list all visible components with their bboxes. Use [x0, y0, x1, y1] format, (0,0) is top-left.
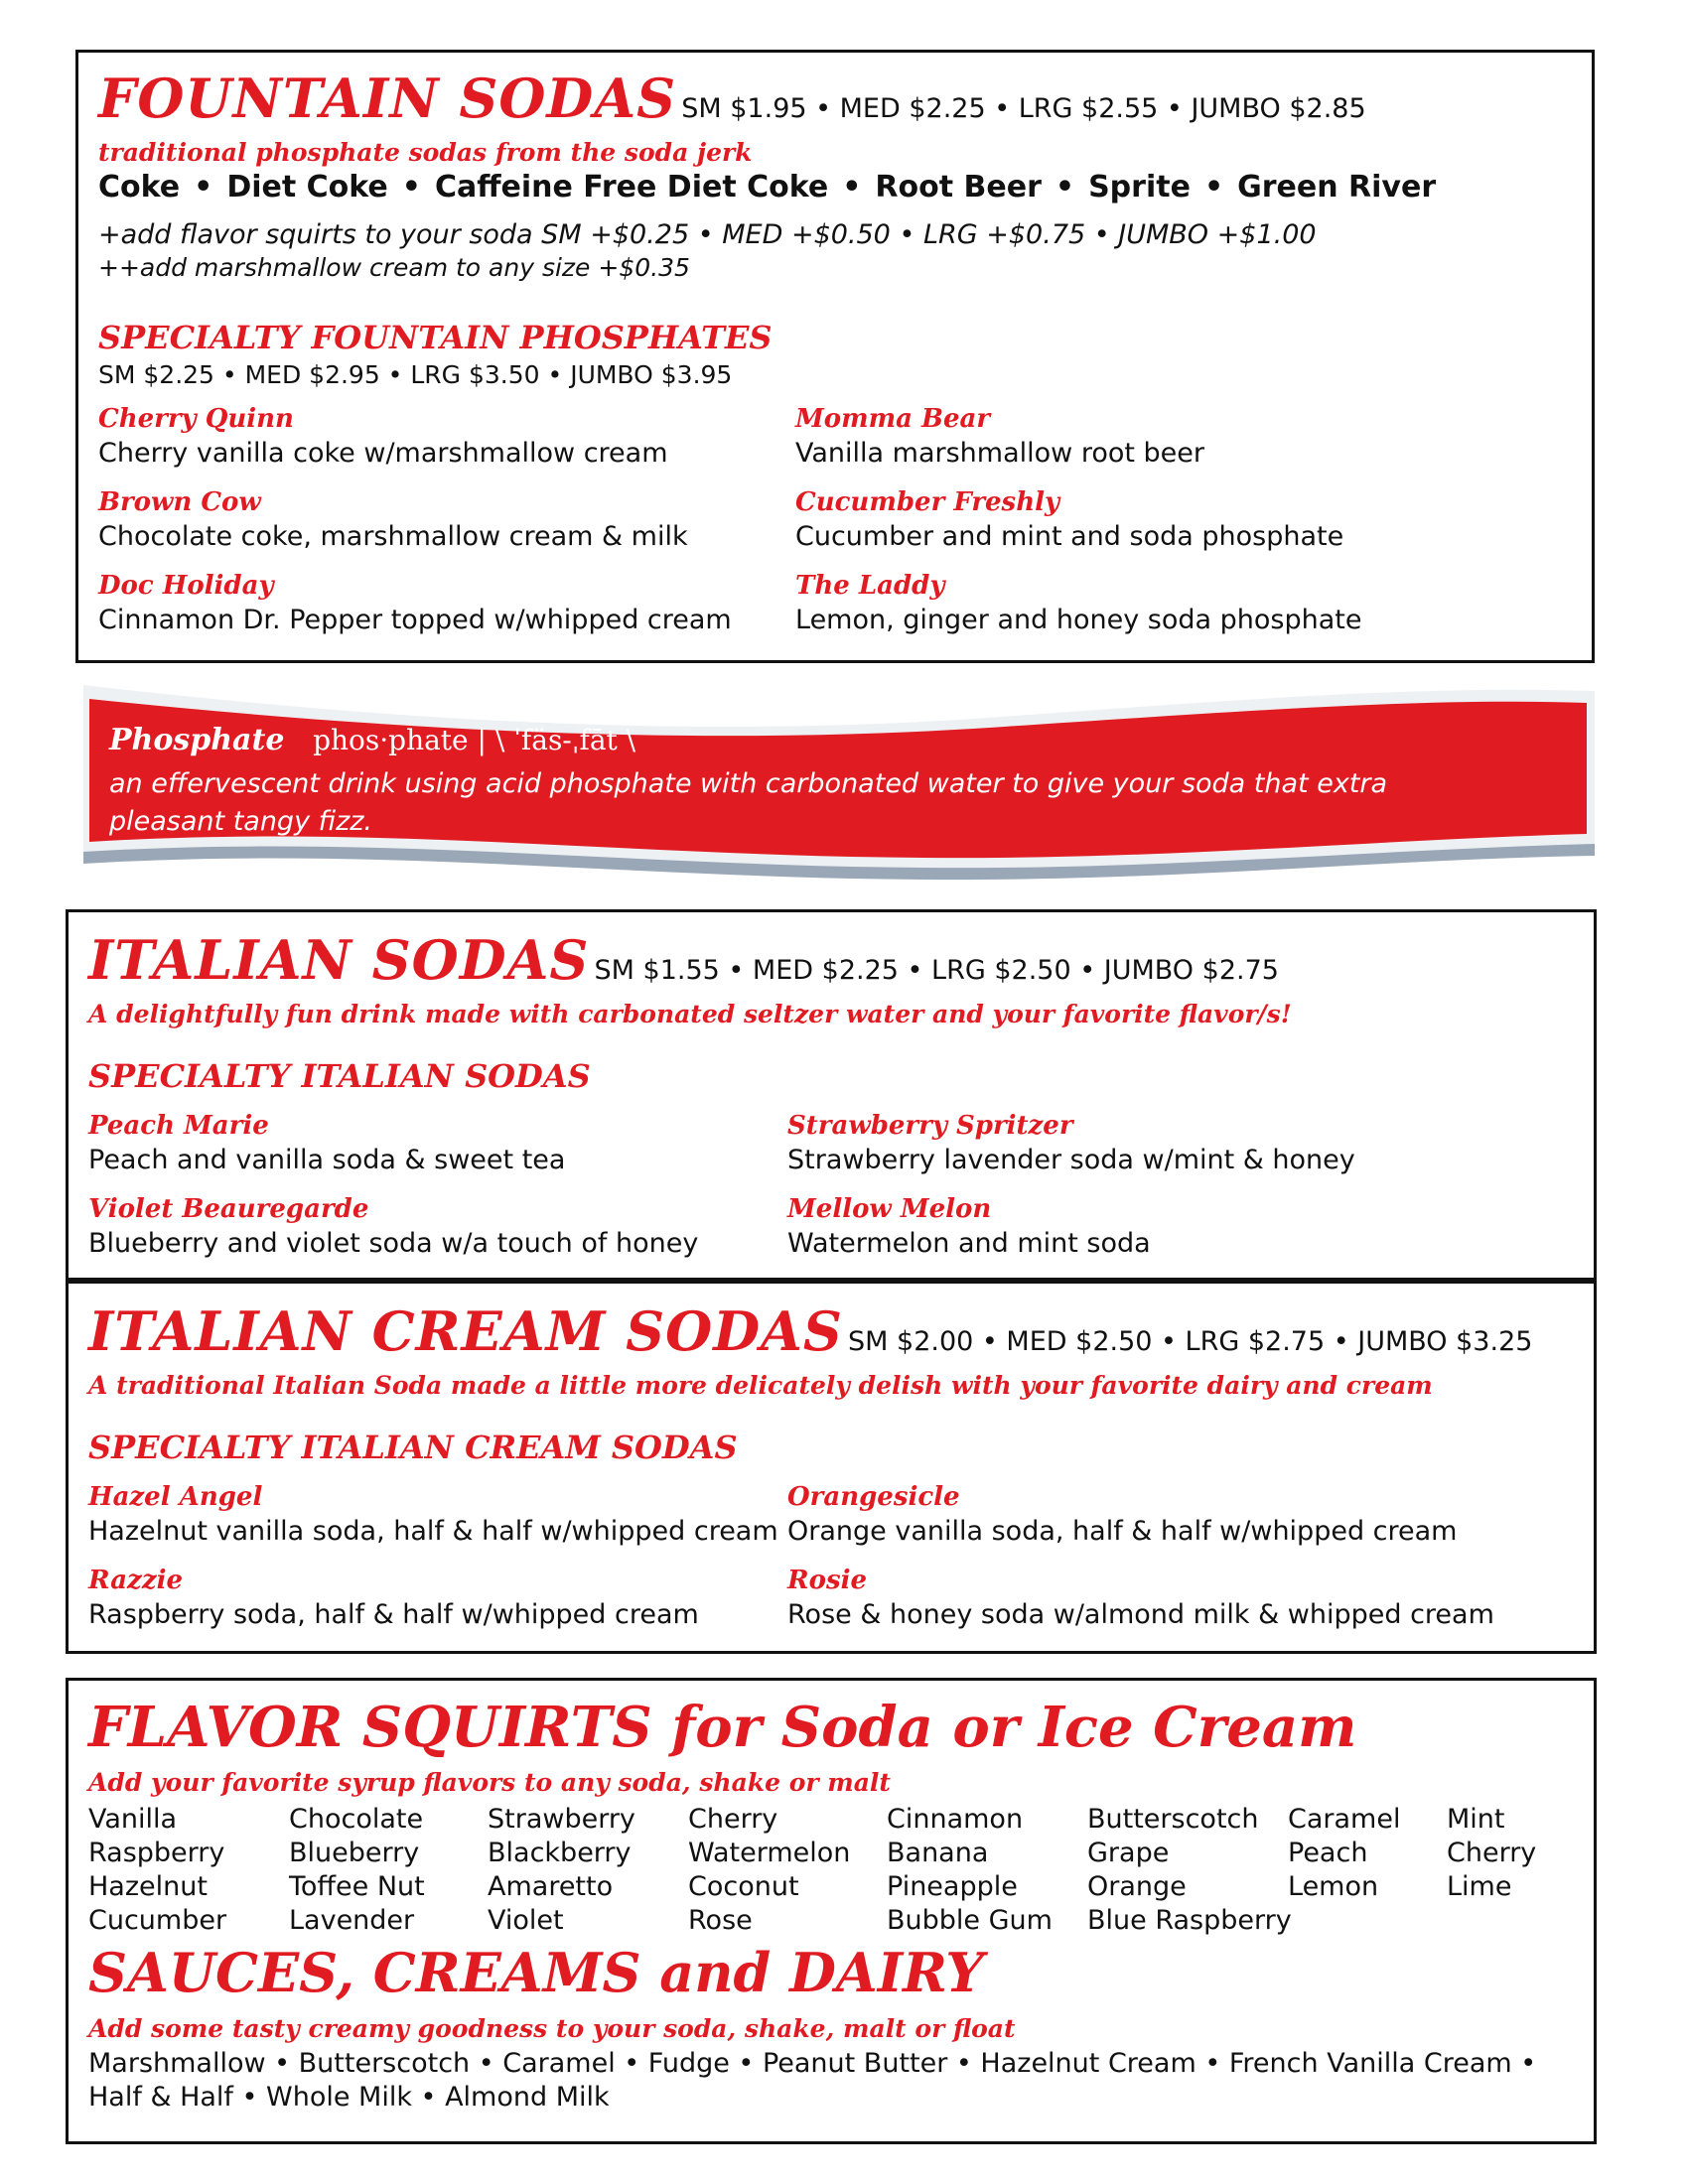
- flavor-item: Banana: [887, 1838, 989, 1868]
- italian-sodas-section: [66, 909, 1597, 1281]
- menu-item-name: Brown Cow: [98, 487, 261, 517]
- menu-item-name: Doc Holiday: [98, 571, 274, 601]
- menu-item-name: Mellow Melon: [787, 1194, 992, 1224]
- flavor-item: Coconut: [688, 1871, 799, 1902]
- drink-item: Sprite: [1088, 170, 1191, 205]
- menu-item-desc: Orange vanilla soda, half & half w/whipped cream: [787, 1516, 1458, 1547]
- italian-title-line: [88, 928, 1279, 992]
- menu-item-name: The Laddy: [795, 571, 945, 601]
- fountain-tagline: traditional phosphate sodas from the soda jerk: [98, 138, 753, 167]
- flavor-item: Raspberry: [88, 1838, 225, 1868]
- italian-cream-prices: SM $2.00 • MED $2.50 • LRG $2.75 • JUMBO $3.25: [848, 1326, 1533, 1357]
- specialty-italian-title: SPECIALTY ITALIAN SODAS: [88, 1057, 591, 1095]
- flavor-item: Mint: [1447, 1804, 1505, 1835]
- flavor-item: Blackberry: [488, 1838, 632, 1868]
- banner-definition-line1: an effervescent drink using acid phosphate with carbonated water to give your soda that extra: [109, 768, 1388, 799]
- drink-item: Green River: [1237, 170, 1437, 205]
- flavor-item: Bubble Gum: [887, 1905, 1053, 1936]
- menu-item-desc: Watermelon and mint soda: [787, 1228, 1151, 1259]
- flavor-item: Hazelnut: [88, 1871, 208, 1902]
- flavor-item: Cinnamon: [887, 1804, 1024, 1835]
- italian-cream-title-line: [88, 1299, 1532, 1363]
- flavor-item: Cucumber: [88, 1905, 227, 1936]
- drink-item: Root Beer: [875, 170, 1042, 205]
- sauces-tagline: Add some tasty creamy goodness to your soda, shake, malt or float: [88, 2014, 1016, 2043]
- flavor-item: Cherry: [688, 1804, 778, 1835]
- menu-item-desc: Cucumber and mint and soda phosphate: [795, 521, 1344, 552]
- flavor-item: Grape: [1087, 1838, 1170, 1868]
- banner-definition-line2: pleasant tangy fizz.: [109, 806, 373, 837]
- menu-item-desc: Rose & honey soda w/almond milk & whipped cream: [787, 1599, 1494, 1630]
- flavor-item: Lemon: [1288, 1871, 1379, 1902]
- menu-item-desc: Raspberry soda, half & half w/whipped cream: [88, 1599, 699, 1630]
- flavor-item: Strawberry: [488, 1804, 635, 1835]
- menu-item-name: Peach Marie: [88, 1111, 269, 1141]
- menu-item-name: Hazel Angel: [88, 1482, 263, 1512]
- menu-item-desc: Peach and vanilla soda & sweet tea: [88, 1145, 566, 1175]
- sauces-title: SAUCES, CREAMS and DAIRY: [88, 1941, 984, 2004]
- flavor-item: Blue Raspberry: [1087, 1905, 1292, 1936]
- specialty-fountain-prices: SM $2.25 • MED $2.95 • LRG $3.50 • JUMBO $3.95: [98, 360, 733, 389]
- flavor-squirts-title: FLAVOR SQUIRTS for Soda or Ice Cream: [88, 1695, 1357, 1760]
- fountain-drink-list: Coke • Diet Coke • Caffeine Free Diet Coke • Root Beer • Sprite • Green River: [98, 170, 1437, 205]
- drink-item: Diet Coke: [226, 170, 388, 205]
- italian-prices: SM $1.55 • MED $2.25 • LRG $2.50 • JUMBO $2.75: [594, 955, 1279, 986]
- menu-item-desc: Vanilla marshmallow root beer: [795, 438, 1205, 469]
- banner-word: Phosphate: [109, 723, 285, 757]
- flavor-item: Orange: [1087, 1871, 1187, 1902]
- drink-item: Caffeine Free Diet Coke: [434, 170, 829, 205]
- flavor-item: Cherry: [1447, 1838, 1537, 1868]
- menu-item-desc: Blueberry and violet soda w/a touch of honey: [88, 1228, 699, 1259]
- flavor-item: Violet: [488, 1905, 564, 1936]
- menu-item-name: Momma Bear: [795, 404, 991, 434]
- italian-cream-tagline: A traditional Italian Soda made a little more delicately delish with your favorite dairy and cream: [88, 1371, 1433, 1400]
- banner-heading: [109, 723, 635, 757]
- menu-item-desc: Lemon, ginger and honey soda phosphate: [795, 605, 1362, 635]
- menu-item-desc: Cherry vanilla coke w/marshmallow cream: [98, 438, 668, 469]
- fountain-title: FOUNTAIN SODAS: [98, 67, 677, 130]
- menu-item-name: Cucumber Freshly: [795, 487, 1060, 517]
- specialty-italian-cream-title: SPECIALTY ITALIAN CREAM SODAS: [88, 1429, 738, 1466]
- flavor-item: Blueberry: [289, 1838, 420, 1868]
- menu-item-name: Rosie: [787, 1566, 868, 1595]
- fountain-sodas-section: [75, 50, 1595, 663]
- flavor-item: Amaretto: [488, 1871, 614, 1902]
- flavor-item: Lime: [1447, 1871, 1512, 1902]
- italian-cream-sodas-section: [66, 1281, 1597, 1654]
- flavors-and-sauces-section: [66, 1678, 1597, 2144]
- menu-item-name: Violet Beauregarde: [88, 1194, 369, 1224]
- flavor-item: Toffee Nut: [289, 1871, 425, 1902]
- menu-item-desc: Hazelnut vanilla soda, half & half w/whipped cream: [88, 1516, 778, 1547]
- italian-tagline: A delightfully fun drink made with carbonated seltzer water and your favorite flavor/s!: [88, 1000, 1292, 1028]
- menu-item-desc: Strawberry lavender soda w/mint & honey: [787, 1145, 1355, 1175]
- fountain-title-line: [98, 67, 1366, 130]
- marshmallow-note: ++add marshmallow cream to any size +$0.35: [98, 253, 690, 282]
- phosphate-definition-banner: [79, 685, 1599, 884]
- drink-item: Coke: [98, 170, 181, 205]
- flavor-item: Caramel: [1288, 1804, 1401, 1835]
- flavor-squirts-tagline: Add your favorite syrup flavors to any soda, shake or malt: [88, 1768, 891, 1797]
- menu-item-name: Razzie: [88, 1566, 183, 1595]
- flavor-item: Rose: [688, 1905, 753, 1936]
- flavor-item: Lavender: [289, 1905, 415, 1936]
- flavor-squirt-note: +add flavor squirts to your soda SM +$0.25 • MED +$0.50 • LRG +$0.75 • JUMBO +$1.00: [98, 219, 1317, 250]
- menu-item-desc: Cinnamon Dr. Pepper topped w/whipped cream: [98, 605, 732, 635]
- sauces-list-line1: Marshmallow • Butterscotch • Caramel • Fudge • Peanut Butter • Hazelnut Cream • French Vanilla Cream •: [88, 2048, 1537, 2079]
- flavor-item: Watermelon: [688, 1838, 851, 1868]
- banner-pronunciation: phos·phate | \ ˈfäs-ˌfāt \: [313, 724, 636, 756]
- sauces-list-line2: Half & Half • Whole Milk • Almond Milk: [88, 2082, 610, 2113]
- flavor-item: Chocolate: [289, 1804, 424, 1835]
- menu-item-name: Strawberry Spritzer: [787, 1111, 1073, 1141]
- flavor-item: Vanilla: [88, 1804, 178, 1835]
- menu-item-name: Orangesicle: [787, 1482, 960, 1512]
- menu-item-name: Cherry Quinn: [98, 404, 294, 434]
- flavor-item: Pineapple: [887, 1871, 1018, 1902]
- menu-item-desc: Chocolate coke, marshmallow cream & milk: [98, 521, 688, 552]
- fountain-prices: SM $1.95 • MED $2.25 • LRG $2.55 • JUMBO $2.85: [681, 93, 1366, 124]
- specialty-fountain-title: SPECIALTY FOUNTAIN PHOSPHATES: [98, 319, 773, 356]
- flavor-item: Butterscotch: [1087, 1804, 1259, 1835]
- italian-cream-title: ITALIAN CREAM SODAS: [88, 1299, 843, 1363]
- italian-title: ITALIAN SODAS: [88, 928, 590, 992]
- flavor-item: Peach: [1288, 1838, 1368, 1868]
